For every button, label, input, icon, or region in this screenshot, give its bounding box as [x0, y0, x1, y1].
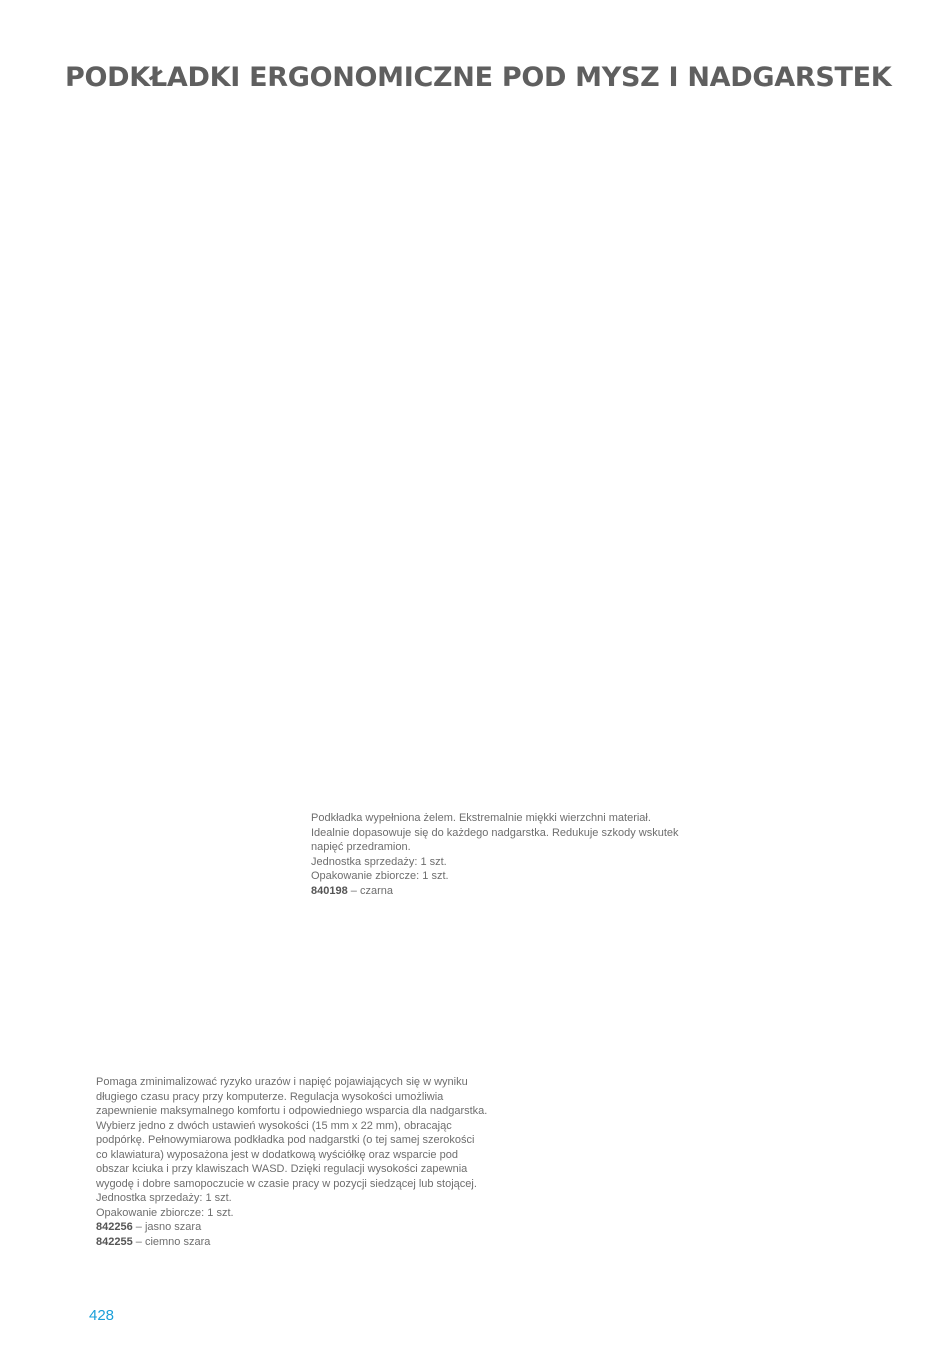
page-title: PODKŁADKI ERGONOMICZNE POD MYSZ I NADGARSTEK	[65, 62, 892, 93]
bulk-packaging: Opakowanie zbiorcze: 1 szt.	[311, 870, 449, 882]
description-line: obszar kciuka i przy klawiszach WASD. Dzięki regulacji wysokości zapewnia	[96, 1163, 468, 1175]
variant-line	[96, 1220, 506, 1235]
unit-of-sale: Jednostka sprzedaży: 1 szt.	[311, 855, 447, 868]
variant-label: – czarna	[347, 884, 393, 897]
variant-label: – jasno szara	[132, 1221, 202, 1233]
product-code: 842256	[96, 1221, 133, 1233]
variant-line	[311, 884, 701, 899]
product-code: 842255	[96, 1235, 133, 1248]
product-code: 840198	[311, 884, 348, 897]
description-line: co klawiatura) wyposażona jest w dodatkową wyściółkę oraz wsparcie pod	[96, 1148, 458, 1161]
product-description-adjustable-rest	[96, 1075, 506, 1249]
bulk-packaging: Opakowanie zbiorcze: 1 szt.	[96, 1206, 234, 1219]
description-line: Pomaga zminimalizować ryzyko urazów i napięć pojawiających się w wyniku	[96, 1076, 468, 1088]
description-line: wygodę i dobre samopoczucie w czasie pracy w pozycji siedzącej lub stojącej.	[96, 1177, 477, 1190]
variant-line	[96, 1235, 506, 1250]
description-line: Idealnie dopasowuje się do każdego nadgarstka. Redukuje szkody wskutek	[311, 826, 679, 839]
product-description-gel-pad	[311, 811, 701, 898]
description-line: napięć przedramion.	[311, 841, 411, 853]
description-line: zapewnienie maksymalnego komfortu i odpowiedniego wsparcia dla nadgarstka.	[96, 1105, 488, 1117]
page-number: 428	[89, 1307, 115, 1324]
description-line: podpórkę. Pełnowymiarowa podkładka pod nadgarstki (o tej samej szerokości	[96, 1134, 475, 1146]
variant-label: – ciemno szara	[132, 1235, 211, 1248]
description-line: Podkładka wypełniona żelem. Ekstremalnie miękki wierzchni materiał.	[311, 812, 651, 824]
description-line: długiego czasu pracy przy komputerze. Regulacja wysokości umożliwia	[96, 1090, 444, 1103]
unit-of-sale: Jednostka sprzedaży: 1 szt.	[96, 1192, 232, 1204]
description-line: Wybierz jedno z dwóch ustawień wysokości (15 mm x 22 mm), obracając	[96, 1119, 452, 1132]
